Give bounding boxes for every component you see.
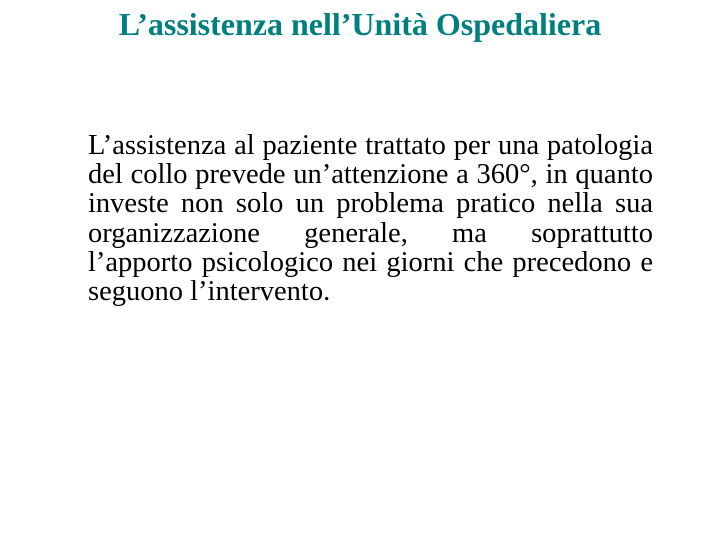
slide-body-text: L’assistenza al paziente trattato per una patologia del collo prevede un’attenzione a 360°, in quanto investe non solo un problema pratico nella sua organizzazione generale, ma soprattutto l’apporto psicologico nei giorni che precedono e seguono l’intervento.: [88, 130, 653, 308]
slide-title: L’assistenza nell’Unità Ospedaliera: [118, 6, 602, 42]
